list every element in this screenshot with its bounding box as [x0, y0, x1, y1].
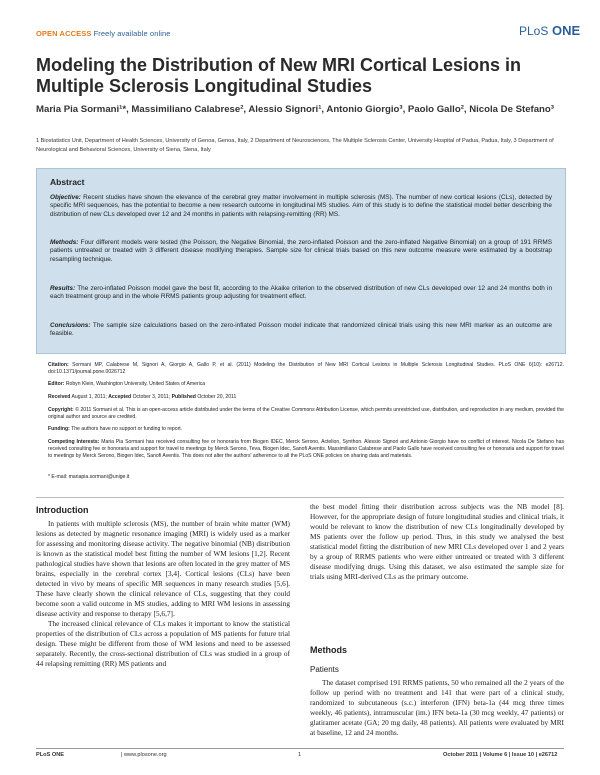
logo-plos-text: PLoS — [519, 24, 549, 38]
patients-body — [310, 678, 564, 738]
abstract-objective — [50, 194, 552, 219]
footer-rule — [36, 748, 564, 749]
open-access-banner — [36, 29, 171, 38]
accepted-label: Accepted — [108, 394, 132, 400]
footer-issue: October 2011 | Volume 6 | Issue 10 | e26712 — [443, 752, 558, 758]
plos-one-logo — [519, 23, 580, 38]
abstract-methods — [50, 239, 552, 264]
citation-text: Sormani MP, Calabrese M, Signori A, Giorgio A, Gallo P, et al. (2011) Modeling the Distribution of New MRI Cortical Lesions in Multiple Sclerosis Longitudinal Studies. PLoS ONE 6(10): e26712. doi:10.1371/journal.pone.0026712 — [48, 362, 564, 376]
editor — [48, 381, 564, 388]
freely-available-label: Freely available online — [93, 29, 171, 38]
received-date: August 1, 2011; — [70, 394, 109, 400]
conclusions-text: The sample size calculations based on the zero-inflated Poisson model indicate that randomized clinical trials using this new MRI marker as an outcome are feasible. — [50, 322, 552, 338]
copyright-text: © 2011 Sormani et al. This is an open-access article distributed under the terms of the Creative Commons Attribution License, which permits unrestricted use, distribution, and reproduction in any medium, provided the original author and source are credited. — [48, 407, 564, 421]
introduction-heading: Introduction — [36, 505, 89, 515]
footer-url[interactable]: | www.plosone.org — [121, 752, 167, 758]
results-text: The zero-inflated Poisson model gave the best fit, according to the Akaike criterion to the observed distribution of new CLs developed over 12 and 24 months both in each treatment group and in the whole RRMS patients group adjusting for treatment effect. — [50, 285, 552, 301]
competing-label: Competing Interests: — [48, 439, 100, 445]
dates — [48, 394, 564, 401]
accepted-date: October 3, 2011; — [131, 394, 172, 400]
open-access-label: OPEN ACCESS — [36, 29, 92, 38]
logo-one-text: ONE — [551, 23, 581, 38]
editor-label: Editor: — [48, 381, 65, 387]
results-label: Results: — [50, 285, 76, 292]
conclusions-label: Conclusions: — [50, 322, 91, 329]
funding-label: Funding: — [48, 426, 70, 432]
intro-paragraph-1: In patients with multiple sclerosis (MS), the number of brain white matter (WM) lesions as detected by magnetic resonance imaging (MRI) is widely used as a marker for assessing and monitoring disease activity. The negative binomial (NB) distribution is known as the statistical model best fitting the number of WM lesions [1,2]. Recent pathological studies have shown that lesions are often located in the grey matter of MS brains, especially in the cerebral cortex [3,4]. Cortical lesions (CLs) have been detected in vivo by means of specific MR sequences in many research studies [5,6]. These have clearly shown the clinical relevance of CLs, suggesting that they could become soon a valid outcome in MS studies, adding to MRI WM lesions in assessing disease activity and response to therapy [5,6,7]. — [36, 519, 290, 618]
methods-heading: Methods — [310, 645, 347, 655]
right-column-continuation — [310, 502, 564, 582]
citation — [48, 362, 564, 376]
patients-paragraph: The dataset comprised 191 RRMS patients, 50 who remained all the 2 years of the follow up period with no treatment and 141 that were part of a clinical study, randomized to subcutaneous (s.c.) interferon (IFN) beta-1a (44 mcg three times weekly, 46 patients), intramuscular (im.) IFN beta-1a (30 mcg weekly, 47 patients) or glatiramer acetate (GA; 20 mg daily, 48 patients). All patients were evaluated by MRI at baseline, 12 and 24 months. — [310, 678, 564, 737]
page-number: 1 — [298, 752, 302, 758]
published-date: October 20, 2011 — [195, 394, 237, 400]
competing-interests — [48, 439, 564, 461]
funding — [48, 426, 564, 433]
abstract-heading: Abstract — [50, 177, 85, 187]
abstract-box — [36, 168, 566, 354]
published-label: Published — [171, 394, 196, 400]
section-divider — [36, 497, 564, 498]
introduction-body — [36, 519, 290, 669]
received-label: Received — [48, 394, 71, 400]
abstract-conclusions — [50, 322, 552, 339]
article-title: Modeling the Distribution of New MRI Cortical Lesions in Multiple Sclerosis Longitudinal Studies — [36, 55, 522, 96]
affiliations: 1 Biostatistics Unit, Department of Health Sciences, University of Genoa, Genoa, Italy, 2 Department of Neurosciences, The Multiple Sclerosis Center, University Hospital of Padua, Padua, Italy, 3 Department of Neurological and Behavioral Sciences, University of Siena, Siena, Italy — [36, 138, 554, 153]
footer-journal — [36, 752, 64, 758]
objective-text: Recent studies have shown the elevance of the cerebral grey matter involvement in multiple sclerosis (MS). The number of new cortical lesions (CLs), detected by specific MRI sequences, has the potential to become a new research outcome in longitudinal MS studies. Aim of this study is to define the statistical model better describing the distribution of new CLs developed over 12 and 24 months in patients with relapsing-remitting (RR) MS. — [50, 194, 552, 218]
intro-paragraph-2: The increased clinical relevance of CLs makes it important to know the statistical properties of the distribution of CLs across a population of MS patients for future trial design. These might be different from those of WM lesions and need to be assessed separately. Recently, the cross-sectional distribution of CLs was studied in a group of 44 relapsing remitting (RR) MS patients and — [36, 619, 290, 668]
objective-label: Objective: — [50, 194, 81, 201]
author-list: Maria Pia Sormani¹*, Massimiliano Calabrese², Alessio Signori¹, Antonio Giorgio³, Paolo Gallo², Nicola De Stefano³ — [36, 104, 554, 115]
email[interactable]: * E-mail: mariapia.sormani@unige.it — [48, 474, 130, 480]
copyright — [48, 407, 564, 421]
right-paragraph-1: the best model fitting their distribution across subjects was the NB model [8]. However, for the appropriate design of future longitudinal studies and clinical trials, it would be relevant to know the distribution of new CLs longitudinally developed by MS patients over the follow up period. Thus, in this study we analysed the best statistical model fitting the distribution of new MRI CLs developed over 1 and 2 years by a group of RRMS patients who were either untreated or treated with 3 different disease modifying drugs. Using this dataset, we also estimated the sample size for trials using MRI-derived CLs as the primary outcome. — [310, 502, 564, 581]
editor-text: Robyn Klein, Washington University, United States of America — [64, 381, 206, 387]
methods-label: Methods: — [50, 239, 79, 246]
copyright-label: Copyright: — [48, 407, 74, 413]
abstract-results — [50, 285, 552, 302]
patients-heading: Patients — [310, 665, 339, 674]
citation-label: Citation: — [48, 362, 69, 368]
funding-text: The authors have no support or funding to report. — [69, 426, 183, 432]
footer-journal-name: PLoS ONE — [36, 752, 64, 758]
competing-text: Maria Pia Sormani has received consulting fee or honoraria from Biogen IDEC, Merck Serono, Actelion, Synthon. Alessio Signori and Antonio Giorgio have no conflict of interest. Nicola De Stefano has received consulting fee or honoraria and support for travel to meetings by Merck Serono, Teva, Biogen Idec, Sanofi Aventis. Massimiliano Calabrese and Paolo Gallo have received consulting fee or honoraria and support for travel to meetings by Merck Serono, Biogen Idec, Sanofi Aventis. This does not alter the authors' adherence to all the PLoS ONE policies on sharing data and materials. — [48, 439, 564, 460]
methods-text: Four different models were tested (the Poisson, the Negative Binomial, the zero-inflated Poisson and the zero-inflated Negative Binomial) on a group of 191 RRMS patients untreated or treated with 3 different disease modifying therapies. Sample size for clinical trials based on this new outcome measure were estimated by a bootstrap resampling technique. — [50, 239, 552, 263]
